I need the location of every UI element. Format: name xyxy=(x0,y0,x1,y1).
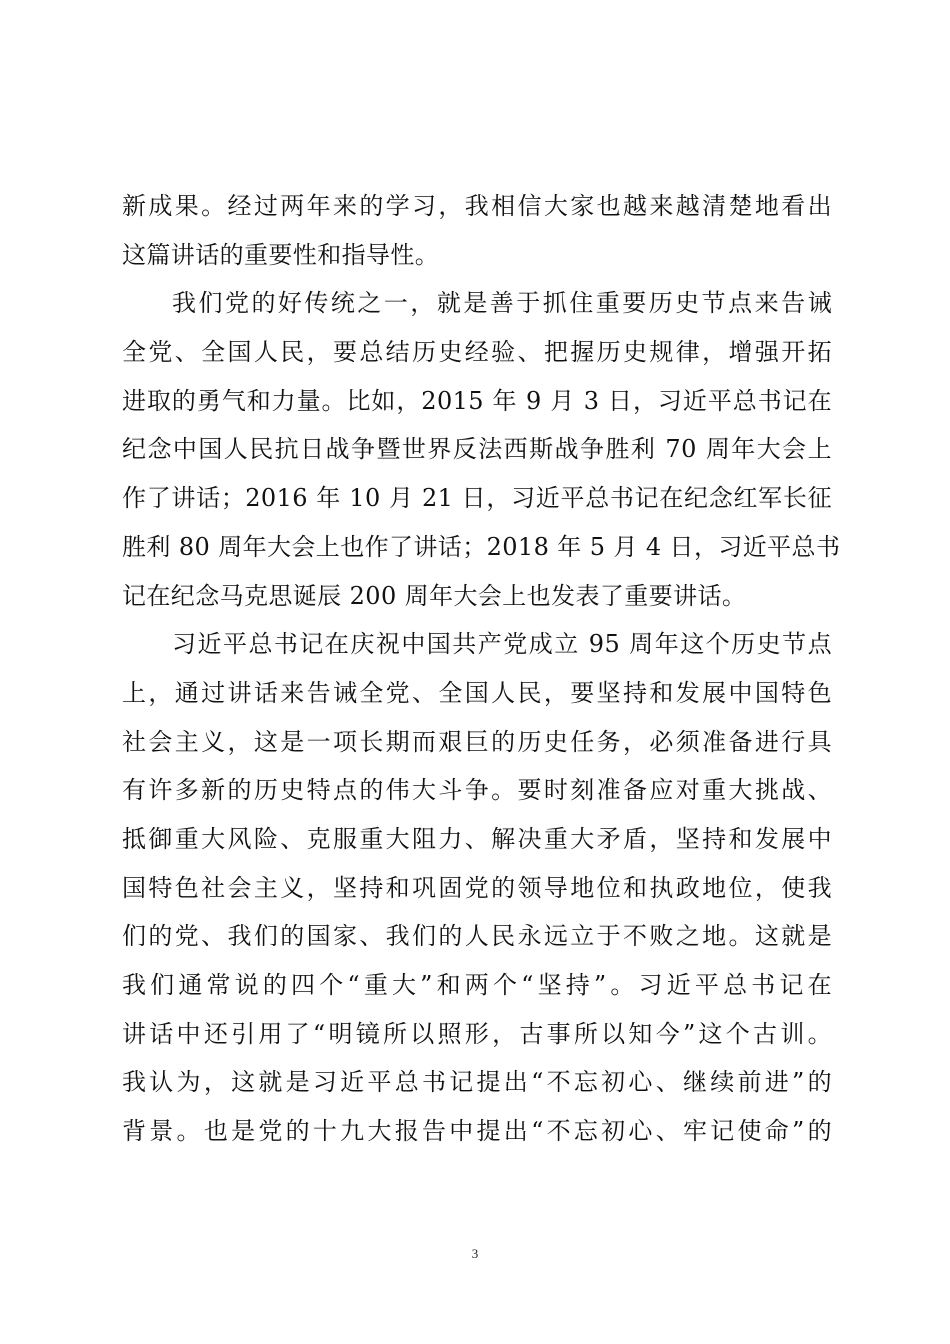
text-line: 有许多新的历史特点的伟大斗争。要时刻准备应对重大挑战、 xyxy=(122,776,832,805)
text-line: 国特色社会主义，坚持和巩固党的领导地位和执政地位，使我 xyxy=(122,873,832,902)
text-line: 作了讲话；2016 年 10 月 21 日，习近平总书记在纪念红军长征 xyxy=(122,484,832,513)
text-line: 上，通过讲话来告诫全党、全国人民，要坚持和发展中国特色 xyxy=(122,678,832,707)
text-line: 们的党、我们的国家、我们的人民永远立于不败之地。这就是 xyxy=(122,922,832,951)
page-number: 3 xyxy=(471,1246,479,1261)
text-line: 新成果。经过两年来的学习，我相信大家也越来越清楚地看出 xyxy=(122,192,832,220)
paragraph-start-line: 我们党的好传统之一，就是善于抓住重要历史节点来告诫 xyxy=(172,289,832,318)
text-line: 记在纪念马克思诞辰 200 周年大会上也发表了重要讲话。 xyxy=(122,581,747,610)
text-line: 社会主义，这是一项长期而艰巨的历史任务，必须准备进行具 xyxy=(122,727,832,756)
text-line: 进取的勇气和力量。比如，2015 年 9 月 3 日，习近平总书记在 xyxy=(122,386,832,415)
text-line: 抵御重大风险、克服重大阻力、解决重大矛盾，坚持和发展中 xyxy=(122,824,832,853)
body-text xyxy=(122,182,841,1156)
text-line: 纪念中国人民抗日战争暨世界反法西斯战争胜利 70 周年大会上 xyxy=(122,435,832,464)
text-line: 胜利 80 周年大会上也作了讲话；2018 年 5 月 4 日，习近平总书 xyxy=(122,532,841,561)
text-line: 这篇讲话的重要性和指导性。 xyxy=(122,240,440,269)
paragraph-start-line: 习近平总书记在庆祝中国共产党成立 95 周年这个历史节点 xyxy=(172,630,832,659)
text-line: 我们通常说的四个“重大”和两个“坚持”。习近平总书记在 xyxy=(122,971,832,999)
text-line: 全党、全国人民，要总结历史经验、把握历史规律，增强开拓 xyxy=(122,338,832,367)
text-line: 背景。也是党的十九大报告中提出“不忘初心、牢记使命”的 xyxy=(122,1117,832,1146)
text-line: 讲话中还引用了“明镜所以照形，古事所以知今”这个古训。 xyxy=(122,1019,832,1048)
text-line: 我认为，这就是习近平总书记提出“不忘初心、继续前进”的 xyxy=(122,1068,832,1097)
